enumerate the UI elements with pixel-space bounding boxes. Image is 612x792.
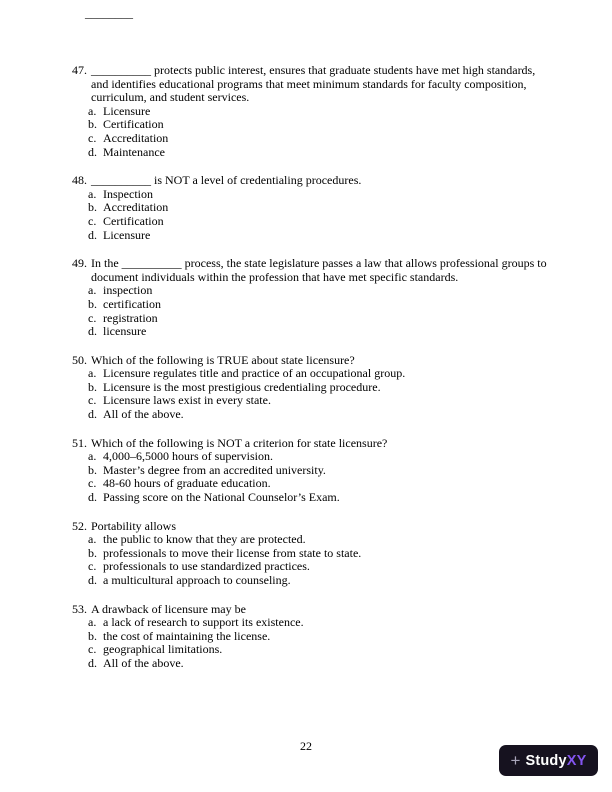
answer-option: [88, 643, 550, 657]
options-list: [88, 616, 550, 670]
question-number: 52.: [72, 518, 87, 533]
brand-name-primary: Study: [525, 752, 567, 769]
option-letter: a.: [88, 366, 97, 381]
options-list: [88, 188, 550, 242]
answer-option: [88, 215, 550, 229]
answer-option: [88, 188, 550, 202]
question-number: 50.: [72, 352, 87, 367]
question: [72, 354, 550, 422]
option-letter: b.: [88, 200, 97, 215]
question-text: In the __________ process, the state legislature passes a law that allows professional groups to document individuals within the profession that have met specific standards.: [91, 256, 547, 284]
question-head: [72, 603, 550, 617]
option-letter: d.: [88, 407, 97, 422]
options-list: [88, 105, 550, 159]
brand-name-accent: XY: [566, 752, 587, 769]
answer-option: [88, 325, 550, 339]
option-letter: a.: [88, 449, 97, 464]
option-letter: d.: [88, 573, 97, 587]
question-number: 49.: [72, 256, 87, 271]
option-text: a lack of research to support its existence.: [103, 615, 304, 630]
option-letter: d.: [88, 144, 97, 159]
options-list: [88, 284, 550, 338]
option-letter: b.: [88, 462, 97, 477]
option-text: Licensure laws exist in every state.: [103, 393, 271, 408]
question-text: Which of the following is TRUE about state licensure?: [91, 352, 355, 367]
answer-option: [88, 229, 550, 243]
question-text: __________ protects public interest, ensures that graduate students have met high standards, and identifies educational programs that meet minimum standards for faculty composition, curriculum, and student services.: [91, 63, 536, 105]
option-letter: b.: [88, 117, 97, 132]
question: [72, 437, 550, 505]
answer-option: [88, 284, 550, 298]
option-letter: a.: [88, 283, 97, 298]
question-head: [72, 354, 550, 368]
answer-option: [88, 560, 550, 574]
question-number: 53.: [72, 601, 87, 616]
brand-name: [525, 753, 586, 769]
answer-option: [88, 547, 550, 561]
answer-option: [88, 477, 550, 491]
option-text: a multicultural approach to counseling.: [103, 573, 291, 587]
question: [72, 257, 550, 339]
option-letter: c.: [88, 642, 97, 657]
answer-option: [88, 105, 550, 119]
option-letter: c.: [88, 310, 97, 325]
question: [72, 64, 550, 159]
option-text: Accreditation: [103, 130, 169, 145]
question-text: Portability allows: [91, 518, 176, 533]
answer-option: [88, 408, 550, 422]
question: [72, 603, 550, 671]
option-text: Inspection: [103, 186, 153, 201]
question-number: 47.: [72, 63, 87, 77]
answer-option: [88, 201, 550, 215]
option-text: the cost of maintaining the license.: [103, 628, 271, 643]
option-text: Accreditation: [103, 200, 169, 215]
option-letter: c.: [88, 559, 97, 574]
option-letter: a.: [88, 186, 97, 201]
question-head: [72, 437, 550, 451]
option-letter: b.: [88, 545, 97, 560]
answer-option: [88, 132, 550, 146]
option-text: 48-60 hours of graduate education.: [103, 476, 271, 491]
option-letter: c.: [88, 393, 97, 408]
option-text: Licensure: [103, 103, 151, 118]
option-text: Licensure is the most prestigious credentialing procedure.: [103, 379, 381, 394]
question-head: [72, 64, 550, 105]
option-letter: c.: [88, 213, 97, 228]
option-letter: b.: [88, 379, 97, 394]
answer-option: [88, 464, 550, 478]
option-letter: b.: [88, 296, 97, 311]
option-letter: c.: [88, 130, 97, 145]
answer-option: [88, 533, 550, 547]
answer-option: [88, 616, 550, 630]
studyxy-logo: [499, 745, 598, 776]
answer-option: [88, 394, 550, 408]
question-text: A drawback of licensure may be: [91, 601, 246, 616]
question: [72, 520, 550, 588]
question-head: [72, 174, 550, 188]
answer-option: [88, 657, 550, 671]
option-text: licensure: [103, 324, 147, 339]
options-list: [88, 450, 550, 504]
answer-option: [88, 367, 550, 381]
question-head: [72, 257, 550, 284]
option-letter: b.: [88, 628, 97, 643]
answer-option: [88, 450, 550, 464]
question: [72, 174, 550, 242]
option-text: Passing score on the National Counselor’s Exam.: [103, 490, 340, 505]
option-text: professionals to use standardized practices.: [103, 559, 310, 574]
option-letter: a.: [88, 615, 97, 630]
answer-option: [88, 574, 550, 588]
option-text: registration: [103, 310, 158, 325]
plus-icon: +: [510, 750, 521, 770]
question-text: __________ is NOT a level of credentialing procedures.: [91, 173, 362, 188]
question-head: [72, 520, 550, 534]
option-text: Certification: [103, 117, 164, 132]
option-letter: c.: [88, 476, 97, 491]
option-letter: d.: [88, 490, 97, 505]
answer-option: [88, 630, 550, 644]
answer-option: [88, 298, 550, 312]
answer-option: [88, 312, 550, 326]
option-letter: a.: [88, 532, 97, 547]
option-text: 4,000–6,5000 hours of supervision.: [103, 449, 273, 464]
stray-underscore-line: ________: [85, 6, 133, 20]
option-text: the public to know that they are protected.: [103, 532, 306, 547]
option-text: All of the above.: [103, 407, 184, 422]
option-text: Certification: [103, 213, 164, 228]
option-text: All of the above.: [103, 655, 184, 670]
option-text: certification: [103, 296, 161, 311]
question-number: 48.: [72, 173, 87, 188]
option-text: Master’s degree from an accredited university.: [103, 462, 326, 477]
option-letter: d.: [88, 655, 97, 670]
option-text: Maintenance: [103, 144, 165, 159]
options-list: [88, 367, 550, 421]
question-text: Which of the following is NOT a criterion for state licensure?: [91, 435, 388, 450]
option-letter: a.: [88, 103, 97, 118]
option-letter: d.: [88, 324, 97, 339]
page-number: 22: [300, 739, 312, 753]
option-letter: d.: [88, 227, 97, 242]
answer-option: [88, 491, 550, 505]
question-number: 51.: [72, 435, 87, 450]
option-text: inspection: [103, 283, 153, 298]
answer-option: [88, 381, 550, 395]
options-list: [88, 533, 550, 587]
answer-option: [88, 118, 550, 132]
option-text: Licensure regulates title and practice of an occupational group.: [103, 366, 406, 381]
option-text: professionals to move their license from state to state.: [103, 545, 362, 560]
questions-list: [72, 64, 550, 686]
option-text: Licensure: [103, 227, 151, 242]
option-text: geographical limitations.: [103, 642, 223, 657]
answer-option: [88, 146, 550, 160]
